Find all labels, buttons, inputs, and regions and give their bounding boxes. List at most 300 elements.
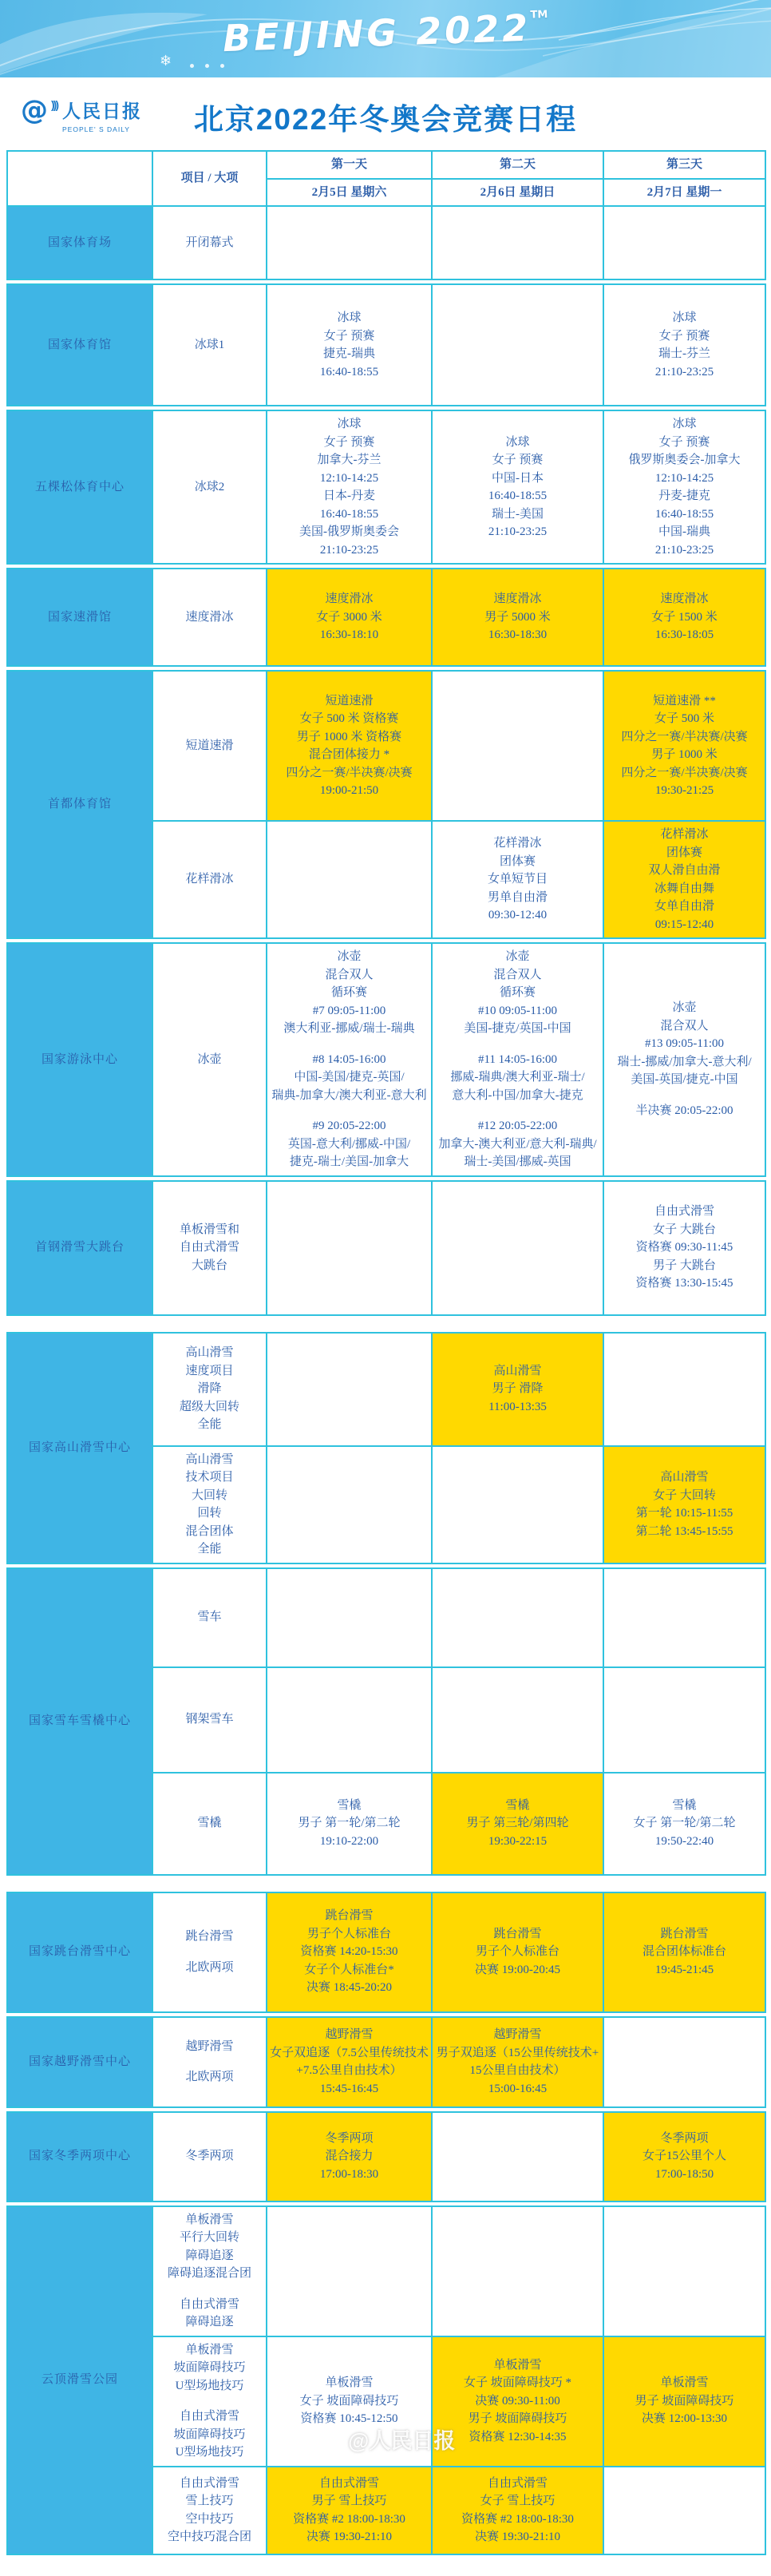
cell-line: 冬季两项 [185,2150,234,2163]
cell-line: 女子 第一轮/第二轮 [633,1817,736,1830]
schedule-cell [432,2112,603,2201]
cell-line: 循环赛 [499,986,536,999]
schedule-cell [267,1667,432,1773]
cell-line: 混合团体接力 * [308,748,390,761]
cell-line: 自由式滑雪 [179,1241,239,1254]
cell-line: 19:30-21:25 [654,784,714,797]
cell-line: 冰球 [337,311,362,324]
cell-line: 自由式滑雪 [179,2410,239,2423]
schedule-row [7,2112,765,2201]
item-cell [152,1446,267,1563]
cell-line: U型场地技巧 [175,2379,244,2392]
schedule-cell [603,1181,765,1315]
cell-line: 大跳台 [191,1258,227,1272]
beijing-2022-logo: BEIJING 2022™ [222,6,548,61]
cell-line: 循环赛 [330,986,367,999]
masthead [0,77,771,150]
schedule-cell [432,206,603,279]
cell-line: 19:10-22:00 [319,1834,379,1848]
schedule-cell-medal-event [432,1773,603,1875]
cell-line: 雪橇 [672,1798,697,1812]
cell-line: 中国-日本 [492,471,544,485]
cell-line: 16:30-18:30 [488,628,548,642]
cell-line [435,1104,600,1117]
schedule-cell [603,206,765,279]
schedule-cell [267,206,432,279]
cell-line: 冰球 [672,311,697,324]
cell-line: #13 09:05-11:00 [644,1037,725,1051]
schedule-cell-medal-event [267,2467,432,2554]
cell-line: 女子双追逐（7.5公里传统技术+7.5公里自由技术） [270,2046,429,2077]
cell-line: 决赛 09:30-11:00 [475,2394,560,2408]
cell-line: 高山滑雪 [660,1471,709,1484]
day2-date: 2月6日 星期日 [432,179,603,207]
cell-line: 21:10-23:25 [654,543,714,557]
venue-cell: 国家越野滑雪中心 [7,2017,152,2107]
cell-line: 决赛 19:30-21:10 [474,2530,561,2543]
cell-line: 四分之一赛/半决赛/决赛 [621,766,748,779]
schedule-cell [603,1773,765,1875]
cell-line: 短道速滑 [325,694,374,707]
cell-line: 冬季两项 [660,2131,709,2145]
cell-line: 俄罗斯奥委会-加拿大 [628,454,741,466]
cell-line: 澳大利亚-挪威/瑞士-瑞典 [283,1022,415,1035]
cell-line: 女子 大跳台 [653,1223,716,1236]
cell-line: 女子 坡面障碍技巧 * [463,2376,571,2390]
cell-line: 捷克-瑞士/美国-加拿大 [289,1155,409,1168]
cell-line: 21:10-23:25 [654,365,714,378]
cell-line: 开闭幕式 [185,236,234,249]
cell-line: 雪车 [197,1611,222,1624]
item-cell [152,1333,267,1446]
cell-line: 19:30-22:15 [488,1834,548,1848]
cell-line: 女子15公里个人 [642,2150,726,2163]
item-cell [152,1892,267,2012]
cell-line: #9 20:05-22:00 [312,1120,386,1132]
cell-line: 决赛 18:45-20:20 [306,1981,393,1995]
cell-line: 女子 3000 米 [316,610,382,624]
cell-line: 跳台滑雪 [660,1927,709,1940]
cell-line: 男子个人标准台 [306,1927,391,1940]
cell-line: 女子 预赛 [323,329,375,343]
cell-line: 冰球2 [194,480,225,493]
banner-dots [190,64,224,68]
cell-line: 女子 大回转 [653,1488,716,1502]
cell-line: 自由式滑雪 [318,2476,379,2490]
cell-line: 16:40-18:55 [319,365,379,378]
cell-line: 越野滑雪 [493,2028,542,2041]
cell-line: 决赛 19:30-21:10 [306,2530,393,2543]
cell-line: 男单自由滑 [487,890,548,904]
cell-line: 团体赛 [499,854,536,868]
at-icon: @ [21,94,48,126]
cell-line: 女子 雪上技巧 [480,2495,556,2507]
day2-label: 第二天 [432,151,603,179]
schedule-row [7,2017,765,2107]
group-separator [7,1875,765,1892]
cell-line: 女子 500 米 [654,712,714,725]
cell-line: 女子 预赛 [658,435,710,449]
trademark-mark: TM [530,8,548,22]
cell-line: 中国-瑞典 [658,525,710,538]
cell-line: 女子 预赛 [323,435,375,449]
schedule-cell [432,1446,603,1563]
cell-line: 技术项目 [185,1471,234,1484]
cell-line: 短道速滑 [185,739,234,752]
cell-line: #8 14:05-16:00 [312,1052,386,1066]
cell-line: 高山滑雪 [185,1346,234,1360]
cell-line: 男子个人标准台 [475,1945,559,1959]
top-banner [0,0,771,77]
cell-line: 跳台滑雪 [325,1909,374,1923]
venue-cell: 国家高山滑雪中心 [7,1333,152,1563]
cell-line: 11:00-13:35 [488,1400,547,1413]
cell-line: 男子 雪上技巧 [311,2495,387,2507]
item-column-header: 项目 / 大项 [152,151,267,206]
schedule-cell-medal-event [267,2017,432,2107]
schedule-cell [603,1667,765,1773]
schedule-cell-medal-event [603,1892,765,2012]
cell-line: 单板滑雪 [185,2213,234,2226]
venue-cell: 国家游泳中心 [7,943,152,1176]
cell-line: 短道速滑 ** [653,694,716,707]
cell-line: 大回转 [191,1488,227,1502]
cell-line: 17:00-18:30 [319,2167,379,2181]
cell-line: 障碍追逐 [185,2316,234,2328]
cell-line: 空中技巧混合团 [167,2530,251,2543]
cell-line: 男子 坡面障碍技巧 [635,2394,734,2408]
cell-line: 21:10-23:25 [488,525,548,538]
cell-line: 男子 第三轮/第四轮 [466,1817,569,1830]
publisher-name: 人民日报 [62,101,142,121]
item-cell [152,2112,267,2201]
cell-line: 冰球 [505,435,530,449]
cell-line: 加拿大-芬兰 [317,454,382,466]
cell-line: 单板滑雪 [325,2376,374,2390]
schedule-cell-medal-event [432,2017,603,2107]
schedule-cell [432,1568,603,1667]
schedule-row [7,206,765,279]
schedule-row [7,2206,765,2336]
cell-line: 瑞士-美国/挪威-英国 [464,1155,571,1168]
cell-line: 男子 大跳台 [653,1258,716,1272]
cell-line: 双人滑自由滑 [648,864,721,877]
cell-line: 17:00-18:50 [654,2167,714,2181]
cell-line: 15:00-16:45 [488,2082,548,2095]
schedule-cell-medal-event [603,671,765,821]
schedule-cell [432,943,603,1176]
cell-line: 捷克-瑞典 [323,347,375,360]
cell-line: 女单短节目 [487,873,548,886]
cell-line: #7 09:05-11:00 [312,1004,386,1017]
cell-line: 雪橇 [337,1798,362,1812]
cell-line: 16:30-18:05 [654,628,714,642]
corner-cell [7,151,152,206]
venue-cell: 国家冬季两项中心 [7,2112,152,2201]
cell-line: 越野滑雪 [325,2028,374,2041]
schedule-row [7,671,765,821]
cell-line: 女单自由滑 [654,900,714,913]
cell-line: 第二轮 13:45-15:55 [635,1524,733,1538]
cell-line: 障碍追逐 [185,2249,234,2262]
venue-cell: 国家体育馆 [7,284,152,406]
item-cell [152,206,267,279]
cell-line: #11 14:05-16:00 [477,1052,558,1066]
cell-line: 男子 滑降 [492,1382,544,1396]
venue-cell: 国家速滑馆 [7,569,152,666]
schedule-cell-medal-event [432,569,603,666]
cell-line: 女子 1500 米 [651,610,718,624]
cell-line: 冬季两项 [325,2131,374,2145]
cell-line: 丹麦-捷克 [658,489,710,502]
schedule-cell-medal-event [603,2112,765,2201]
schedule-body [7,206,765,2554]
cell-line: 单板滑雪 [185,2343,234,2356]
snowflake-icon: ❄ [160,53,172,69]
cell-line: 障碍追逐混合团 [167,2267,251,2280]
cell-line: 花样滑冰 [185,873,234,886]
venue-cell: 首钢滑雪大跳台 [7,1181,152,1315]
header-row-day-labels [7,151,765,179]
publisher-subtitle: PEOPLE' S DAILY [62,125,130,133]
cell-line: 冰球1 [194,338,225,351]
cell-line: 冰舞自由舞 [654,882,714,895]
cell-line: 挪威-瑞典/澳大利亚-瑞士/ [450,1071,585,1084]
cell-line: 16:40-18:55 [654,507,714,521]
cell-line: 冰壶 [672,1001,697,1015]
cell-line: #10 09:05-11:00 [477,1004,558,1017]
cell-line [270,1104,429,1117]
cell-line: 日本-丹麦 [323,489,375,502]
schedule-cell-medal-event [432,1333,603,1446]
cell-line: 高山滑雪 [185,1452,234,1466]
venue-cell: 国家跳台滑雪中心 [7,1892,152,2012]
cell-line: 19:50-22:40 [654,1834,714,1848]
cell-line: 12:10-14:25 [654,471,714,485]
schedule-cell [603,943,765,1176]
schedule-cell [267,284,432,406]
cell-line: 男子 坡面障碍技巧 [468,2412,567,2426]
cell-line: 北欧两项 [185,1960,234,1974]
cell-line: 跳台滑雪 [185,1930,234,1943]
cell-line: 冰壶 [337,950,362,963]
cell-line: 团体赛 [666,846,702,859]
cell-line: 15:45-16:45 [319,2082,379,2095]
cell-line: 瑞士-芬兰 [658,347,710,360]
schedule-cell [267,821,432,938]
cell-line: 英国-意大利/挪威-中国/ [287,1137,411,1151]
cell-line: 冰球 [337,418,362,430]
schedule-cell [267,2206,432,2336]
schedule-cell [267,1568,432,1667]
cell-line: 女子 500 米 资格赛 [299,712,399,725]
cell-line: 19:00-21:50 [319,784,379,797]
cell-line: U型场地技巧 [175,2446,244,2459]
day1-label: 第一天 [267,151,432,179]
cell-line: 单板滑雪和 [179,1223,239,1236]
cell-line: 混合双人 [493,968,542,981]
cell-line: 男子 5000 米 [484,610,551,624]
schedule-cell-medal-event [603,569,765,666]
schedule-cell-medal-event [432,2467,603,2554]
cell-line: 花样滑冰 [660,828,709,841]
schedule-cell-medal-event [267,569,432,666]
schedule-cell [603,2206,765,2336]
cell-line: 超级大回转 [179,1400,239,1413]
cell-line: 坡面障碍技巧 [173,2361,246,2374]
cell-line: 男子双追逐（15公里传统技术+15公里自由技术） [436,2046,599,2077]
cell-line [156,2283,263,2296]
schedule-cell [603,284,765,406]
cell-line: 全能 [197,1418,222,1432]
cell-line: 决赛 12:00-13:30 [641,2412,728,2426]
cell-line: 自由式滑雪 [179,2476,239,2490]
item-cell [152,1568,267,1667]
cell-line: 雪橇 [505,1798,530,1812]
schedule-cell [603,410,765,564]
cell-line: 平行大回转 [179,2231,239,2244]
cell-line: 资格赛 #2 18:00-18:30 [461,2512,574,2526]
cell-line: 决赛 19:00-20:45 [474,1963,561,1976]
cell-line: 速度滑冰 [660,592,709,606]
cell-line: 男子 1000 米 资格赛 [296,730,402,743]
schedule-row [7,943,765,1176]
cell-line: 女子 坡面障碍技巧 [299,2394,399,2408]
venue-cell: 首都体育馆 [7,671,152,938]
cell-line: 美国-英国/捷克-中国 [631,1073,738,1087]
schedule-cell [603,2467,765,2554]
schedule-cell [603,2017,765,2107]
item-cell [152,1773,267,1875]
cell-line: 半决赛 20:05-22:00 [635,1104,733,1117]
schedule-cell-medal-event [432,2336,603,2467]
schedule-cell-medal-event [603,821,765,938]
cell-line: 钢架雪车 [185,1713,234,1726]
cell-line: 单板滑雪 [660,2376,709,2390]
cell-line: 加拿大-澳大利亚/意大利-瑞典/ [438,1137,597,1151]
schedule-table [6,150,766,2555]
cell-line: 雪上技巧 [185,2495,234,2507]
schedule-cell [432,1667,603,1773]
schedule-row [7,1568,765,1667]
item-cell [152,943,267,1176]
schedule-cell [267,1773,432,1875]
item-cell [152,1181,267,1315]
cell-line: 混合双人 [660,1019,709,1032]
schedule-row [7,1181,765,1315]
item-cell [152,2017,267,2107]
cell-line: 资格赛 13:30-15:45 [635,1277,733,1290]
schedule-table-wrap [0,150,771,2576]
cell-line: 美国-捷克/英国-中国 [464,1022,571,1035]
schedule-row [7,284,765,406]
cell-line: 单板滑雪 [493,2358,542,2372]
cell-line: 男子 1000 米 [651,748,718,761]
cell-line: 19:45-21:45 [654,1963,714,1976]
cell-line: 混合团体标准台 [642,1945,726,1959]
cell-line: 女子 预赛 [658,329,710,343]
schedule-cell-medal-event [432,1892,603,2012]
cell-line: 资格赛 10:45-12:50 [300,2412,398,2426]
cell-line: 回转 [197,1507,222,1520]
schedule-row [7,410,765,564]
cell-line: 资格赛 #2 18:00-18:30 [293,2512,405,2526]
schedule-cell-medal-event [267,2112,432,2201]
cell-line [607,1089,762,1102]
cell-line: 速度项目 [185,1364,234,1377]
item-cell [152,671,267,821]
cell-line: 北欧两项 [185,2071,234,2083]
schedule-cell-medal-event [267,1892,432,2012]
schedule-cell-medal-event [267,671,432,821]
schedule-cell [267,1446,432,1563]
cell-line: 自由式滑雪 [179,2297,239,2311]
schedule-cell [432,821,603,938]
cell-line: 冰壶 [197,1052,222,1066]
item-cell [152,1667,267,1773]
schedule-row [7,569,765,666]
cell-line [156,2395,263,2408]
cell-line: 自由式滑雪 [654,1205,714,1219]
cell-line: 跳台滑雪 [493,1927,542,1940]
cell-line: 四分之一赛/半决赛/决赛 [286,766,413,779]
cell-line: 速度滑冰 [493,592,542,606]
cell-line: 16:40-18:55 [319,507,379,521]
cell-line: 高山滑雪 [493,1364,542,1377]
cell-line: 花样滑冰 [493,837,542,850]
cell-line: 速度滑冰 [325,592,374,606]
cell-line: 雪橇 [197,1817,222,1830]
schedule-cell [432,410,603,564]
cell-line [156,1946,263,1959]
cell-line: 全能 [197,1543,222,1556]
item-cell [152,2336,267,2467]
cell-line: 资格赛 09:30-11:45 [635,1241,733,1254]
venue-cell: 云顶滑雪公园 [7,2206,152,2554]
schedule-row [7,1892,765,2012]
cell-line [156,2055,263,2068]
cell-line: 21:10-23:25 [319,543,379,557]
item-cell [152,569,267,666]
day3-date: 2月7日 星期一 [603,179,765,207]
day1-date: 2月5日 星期六 [267,179,432,207]
schedule-cell [432,1181,603,1315]
day3-label: 第三天 [603,151,765,179]
page-title: 北京2022年冬奥会竞赛日程 [193,103,578,136]
cell-line: 16:30-18:10 [319,628,379,642]
cell-line: 男子 第一轮/第二轮 [298,1817,401,1830]
cell-line: 美国-俄罗斯奥委会 [299,525,399,538]
schedule-cell [267,1333,432,1446]
item-cell [152,821,267,938]
schedule-cell [267,1181,432,1315]
item-cell [152,2467,267,2554]
schedule-cell-medal-event [603,2336,765,2467]
schedule-cell [603,1568,765,1667]
cell-line [435,1038,600,1051]
venue-cell: 国家体育场 [7,206,152,279]
venue-cell: 国家雪车雪橇中心 [7,1568,152,1875]
sound-arcs-icon: ))) [51,98,57,111]
cell-line: 空中技巧 [185,2512,234,2526]
cell-line: 09:30-12:40 [488,909,548,922]
cell-line: 资格赛 14:20-15:30 [300,1945,398,1959]
cell-line: 混合双人 [325,968,374,981]
cell-line: 瑞士-美国 [492,507,544,521]
item-cell [152,410,267,564]
cell-line [270,1038,429,1051]
cell-line: 女子个人标准台* [304,1963,394,1976]
